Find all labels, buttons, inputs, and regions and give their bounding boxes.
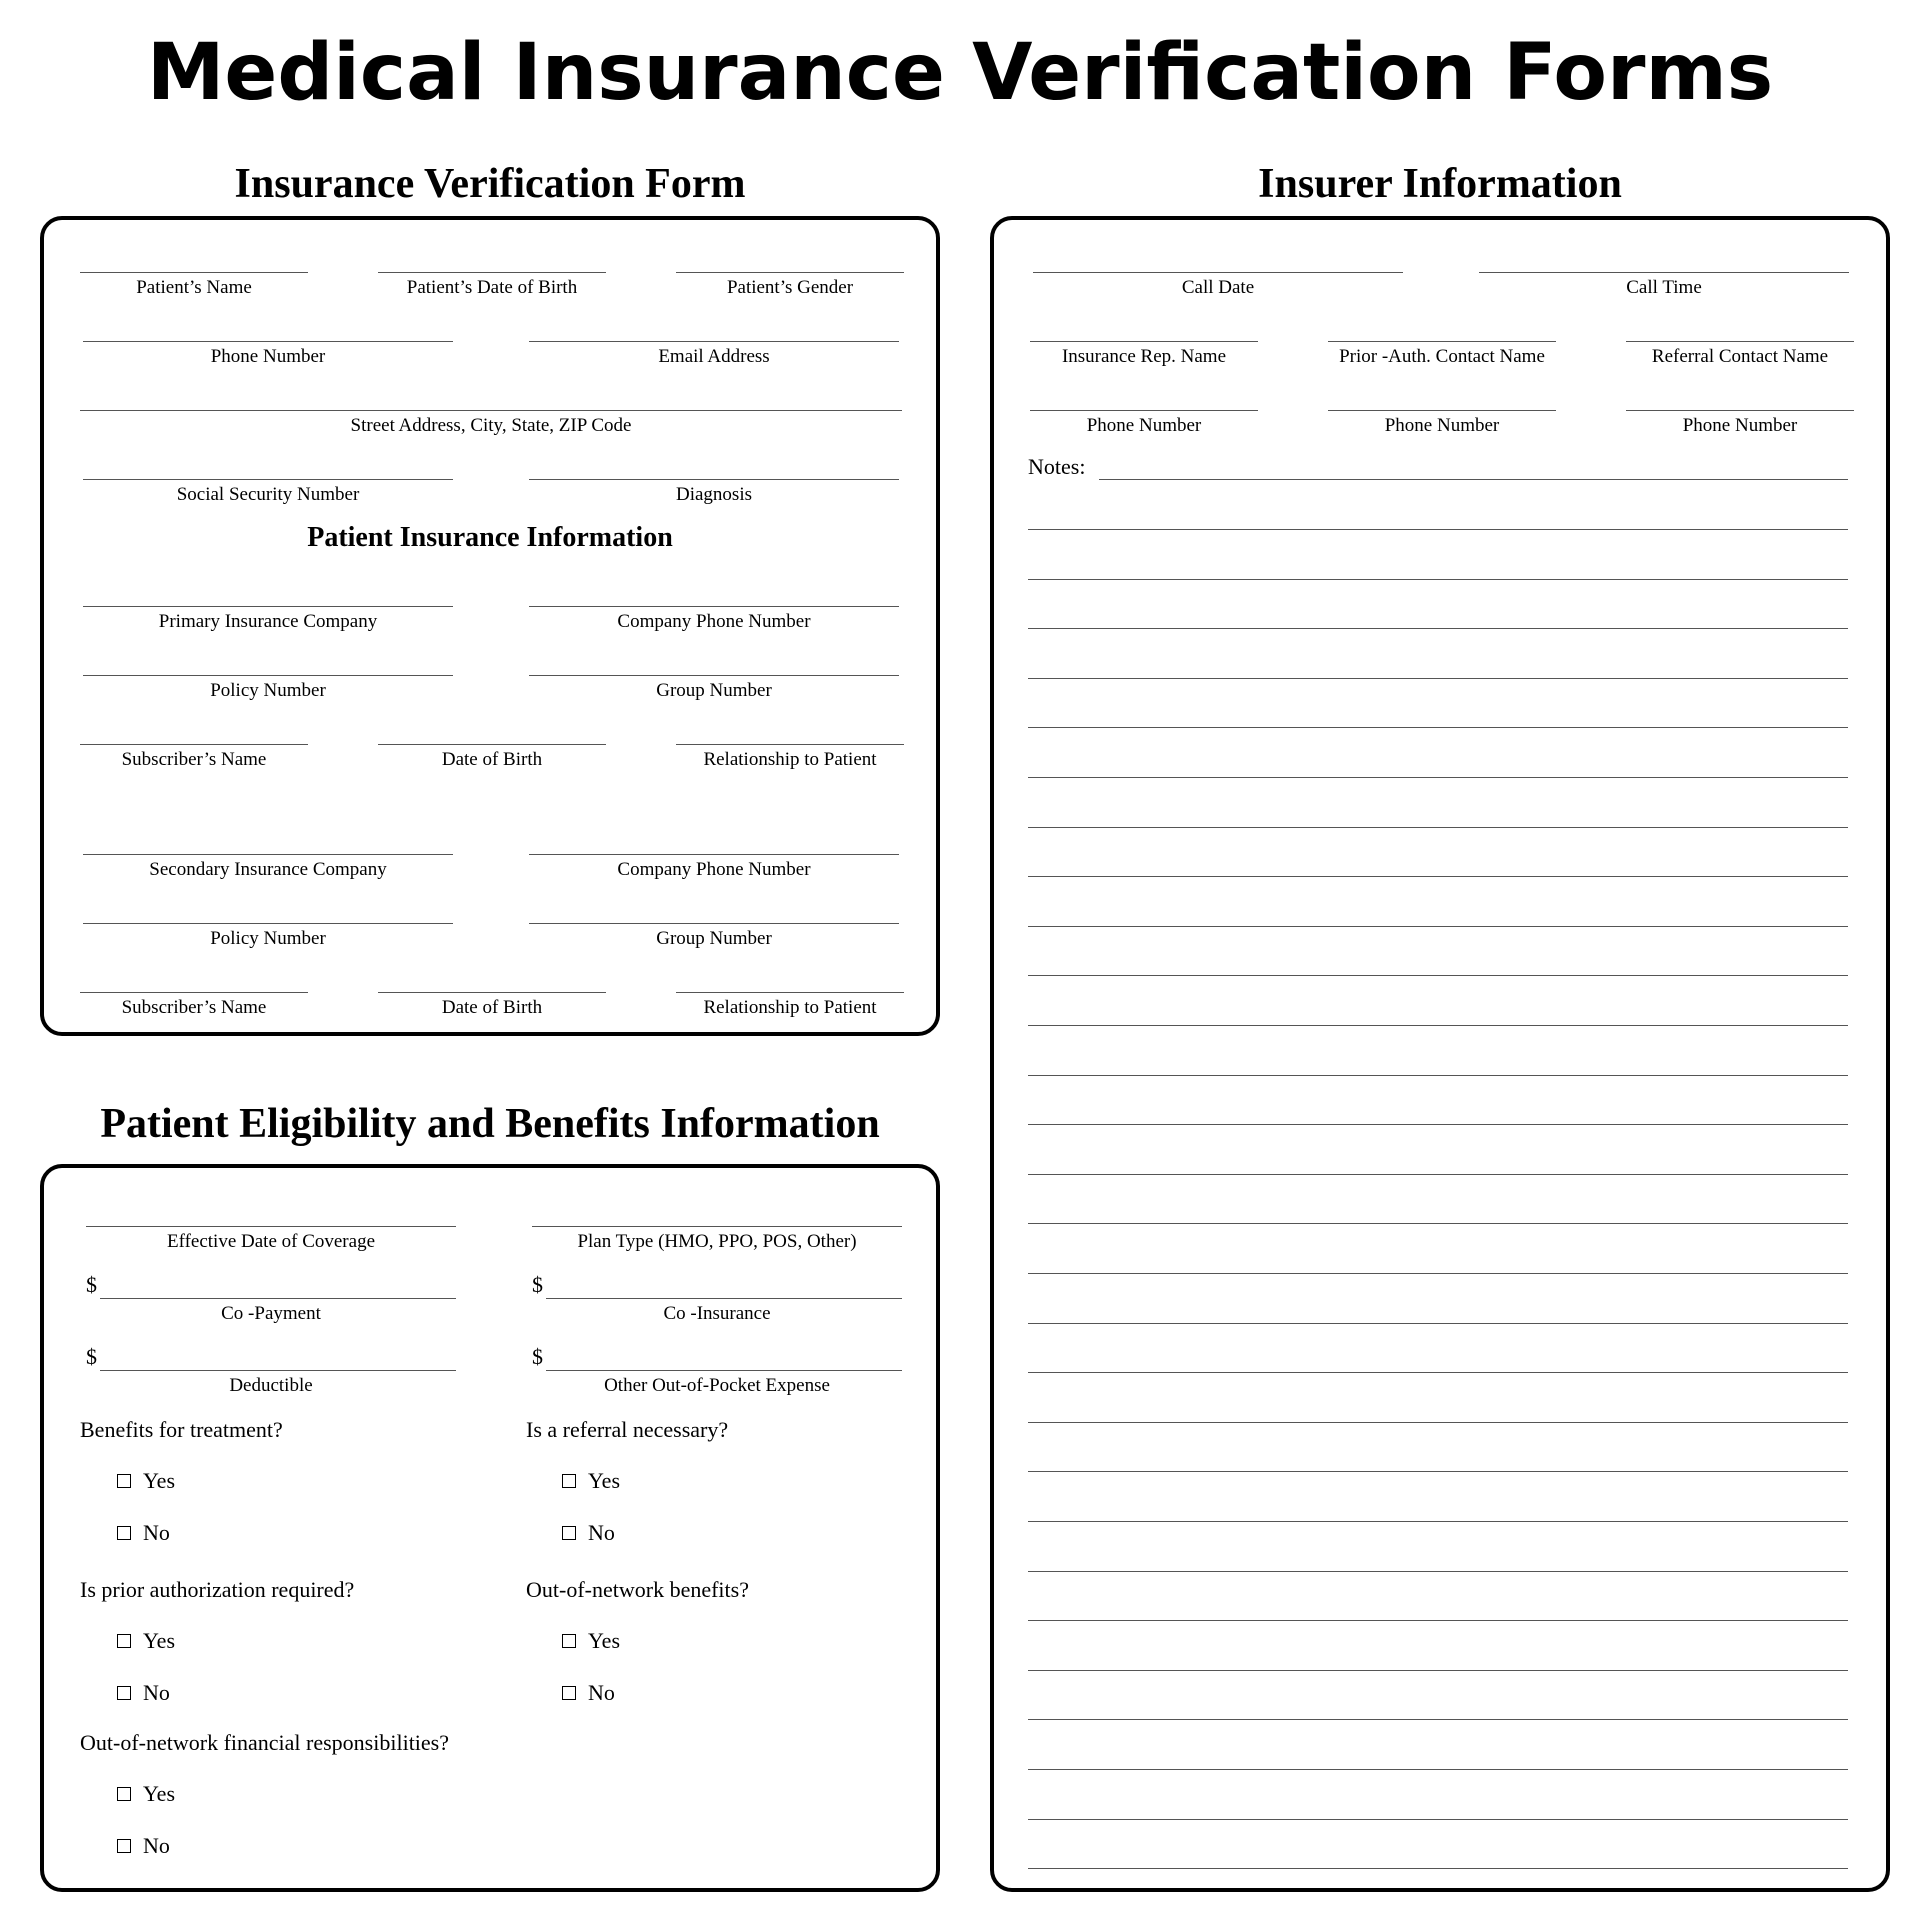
notes-line[interactable] — [1028, 1273, 1848, 1274]
oon-benefits-no-option[interactable]: No — [562, 1680, 615, 1706]
notes-line[interactable] — [1028, 1868, 1848, 1869]
primary-relationship-field[interactable]: Relationship to Patient — [676, 744, 904, 771]
checkbox[interactable] — [117, 1787, 131, 1801]
phone-field[interactable]: Phone Number — [83, 341, 453, 368]
secondary-group-field[interactable]: Group Number — [529, 923, 899, 950]
primary-subscriber-field[interactable]: Subscriber’s Name — [80, 744, 308, 771]
effective-date-field[interactable]: Effective Date of Coverage — [86, 1226, 456, 1253]
primary-subscriber-dob-field[interactable]: Date of Birth — [378, 744, 606, 771]
referral-phone-field[interactable]: Phone Number — [1626, 410, 1854, 437]
address-field[interactable]: Street Address, City, State, ZIP Code — [80, 410, 902, 437]
notes-line[interactable] — [1028, 1223, 1848, 1224]
referral-no-option[interactable]: No — [562, 1520, 615, 1546]
page-title: Medical Insurance Verification Forms — [146, 28, 1774, 118]
secondary-company-field[interactable]: Secondary Insurance Company — [83, 854, 453, 881]
primary-policy-field[interactable]: Policy Number — [83, 675, 453, 702]
notes-line[interactable] — [1099, 479, 1848, 480]
notes-line[interactable] — [1028, 1620, 1848, 1621]
notes-line[interactable] — [1028, 1025, 1848, 1026]
checkbox[interactable] — [117, 1839, 131, 1853]
email-field[interactable]: Email Address — [529, 341, 899, 368]
eligibility-title: Patient Eligibility and Benefits Information — [100, 1101, 880, 1147]
primary-company-phone-field[interactable]: Company Phone Number — [529, 606, 899, 633]
notes-line[interactable] — [1028, 1422, 1848, 1423]
prior-auth-yes-option[interactable]: Yes — [117, 1628, 175, 1654]
prior-auth-no-option[interactable]: No — [117, 1680, 170, 1706]
insurer-info-title: Insurer Information — [1258, 161, 1622, 207]
checkbox[interactable] — [562, 1634, 576, 1648]
checkbox[interactable] — [117, 1526, 131, 1540]
deductible-field[interactable]: $ Deductible — [86, 1370, 456, 1397]
oon-financial-no-option[interactable]: No — [117, 1833, 170, 1859]
benefits-no-option[interactable]: No — [117, 1520, 170, 1546]
notes-line[interactable] — [1028, 777, 1848, 778]
notes-line[interactable] — [1028, 827, 1848, 828]
benefits-yes-option[interactable]: Yes — [117, 1468, 175, 1494]
notes-line[interactable] — [1028, 876, 1848, 877]
secondary-subscriber-dob-field[interactable]: Date of Birth — [378, 992, 606, 1019]
copay-field[interactable]: $ Co -Payment — [86, 1298, 456, 1325]
call-date-field[interactable]: Call Date — [1033, 272, 1403, 299]
notes-line[interactable] — [1028, 727, 1848, 728]
notes-line[interactable] — [1028, 1769, 1848, 1770]
patient-gender-field[interactable]: Patient’s Gender — [676, 272, 904, 299]
notes-line[interactable] — [1028, 1075, 1848, 1076]
secondary-company-phone-field[interactable]: Company Phone Number — [529, 854, 899, 881]
checkbox[interactable] — [117, 1474, 131, 1488]
call-time-field[interactable]: Call Time — [1479, 272, 1849, 299]
prior-auth-phone-field[interactable]: Phone Number — [1328, 410, 1556, 437]
plan-type-field[interactable]: Plan Type (HMO, PPO, POS, Other) — [532, 1226, 902, 1253]
checkbox[interactable] — [562, 1474, 576, 1488]
referral-yes-option[interactable]: Yes — [562, 1468, 620, 1494]
checkbox[interactable] — [562, 1686, 576, 1700]
oon-financial-yes-option[interactable]: Yes — [117, 1781, 175, 1807]
primary-group-field[interactable]: Group Number — [529, 675, 899, 702]
prior-auth-question: Is prior authorization required? — [80, 1577, 355, 1602]
notes-line[interactable] — [1028, 1174, 1848, 1175]
patient-insurance-subtitle: Patient Insurance Information — [307, 522, 673, 553]
notes-line[interactable] — [1028, 1819, 1848, 1820]
notes-line[interactable] — [1028, 926, 1848, 927]
notes-line[interactable] — [1028, 1323, 1848, 1324]
referral-contact-field[interactable]: Referral Contact Name — [1626, 341, 1854, 368]
secondary-relationship-field[interactable]: Relationship to Patient — [676, 992, 904, 1019]
notes-line[interactable] — [1028, 1670, 1848, 1671]
checkbox[interactable] — [117, 1686, 131, 1700]
insurer-info-panel — [990, 216, 1890, 1892]
verification-form-title: Insurance Verification Form — [234, 161, 746, 207]
notes-line[interactable] — [1028, 579, 1848, 580]
coinsurance-field[interactable]: $ Co -Insurance — [532, 1298, 902, 1325]
notes-line[interactable] — [1028, 1124, 1848, 1125]
referral-question: Is a referral necessary? — [526, 1417, 729, 1442]
other-oop-field[interactable]: $ Other Out-of-Pocket Expense — [532, 1370, 902, 1397]
notes-line[interactable] — [1028, 628, 1848, 629]
rep-name-field[interactable]: Insurance Rep. Name — [1030, 341, 1258, 368]
checkbox[interactable] — [117, 1634, 131, 1648]
notes-label: Notes: — [1028, 454, 1086, 479]
diagnosis-field[interactable]: Diagnosis — [529, 479, 899, 506]
ssn-field[interactable]: Social Security Number — [83, 479, 453, 506]
notes-line[interactable] — [1028, 529, 1848, 530]
oon-benefits-question: Out-of-network benefits? — [526, 1577, 749, 1602]
notes-line[interactable] — [1028, 1372, 1848, 1373]
primary-company-field[interactable]: Primary Insurance Company — [83, 606, 453, 633]
rep-phone-field[interactable]: Phone Number — [1030, 410, 1258, 437]
prior-auth-contact-field[interactable]: Prior -Auth. Contact Name — [1328, 341, 1556, 368]
patient-name-field[interactable]: Patient’s Name — [80, 272, 308, 299]
checkbox[interactable] — [562, 1526, 576, 1540]
secondary-policy-field[interactable]: Policy Number — [83, 923, 453, 950]
oon-benefits-yes-option[interactable]: Yes — [562, 1628, 620, 1654]
notes-line[interactable] — [1028, 1571, 1848, 1572]
notes-line[interactable] — [1028, 1521, 1848, 1522]
patient-dob-field[interactable]: Patient’s Date of Birth — [378, 272, 606, 299]
notes-line[interactable] — [1028, 1471, 1848, 1472]
notes-line[interactable] — [1028, 975, 1848, 976]
benefits-question: Benefits for treatment? — [80, 1417, 283, 1442]
notes-line[interactable] — [1028, 678, 1848, 679]
oon-financial-question: Out-of-network financial responsibilities? — [80, 1730, 450, 1755]
secondary-subscriber-field[interactable]: Subscriber’s Name — [80, 992, 308, 1019]
notes-line[interactable] — [1028, 1719, 1848, 1720]
